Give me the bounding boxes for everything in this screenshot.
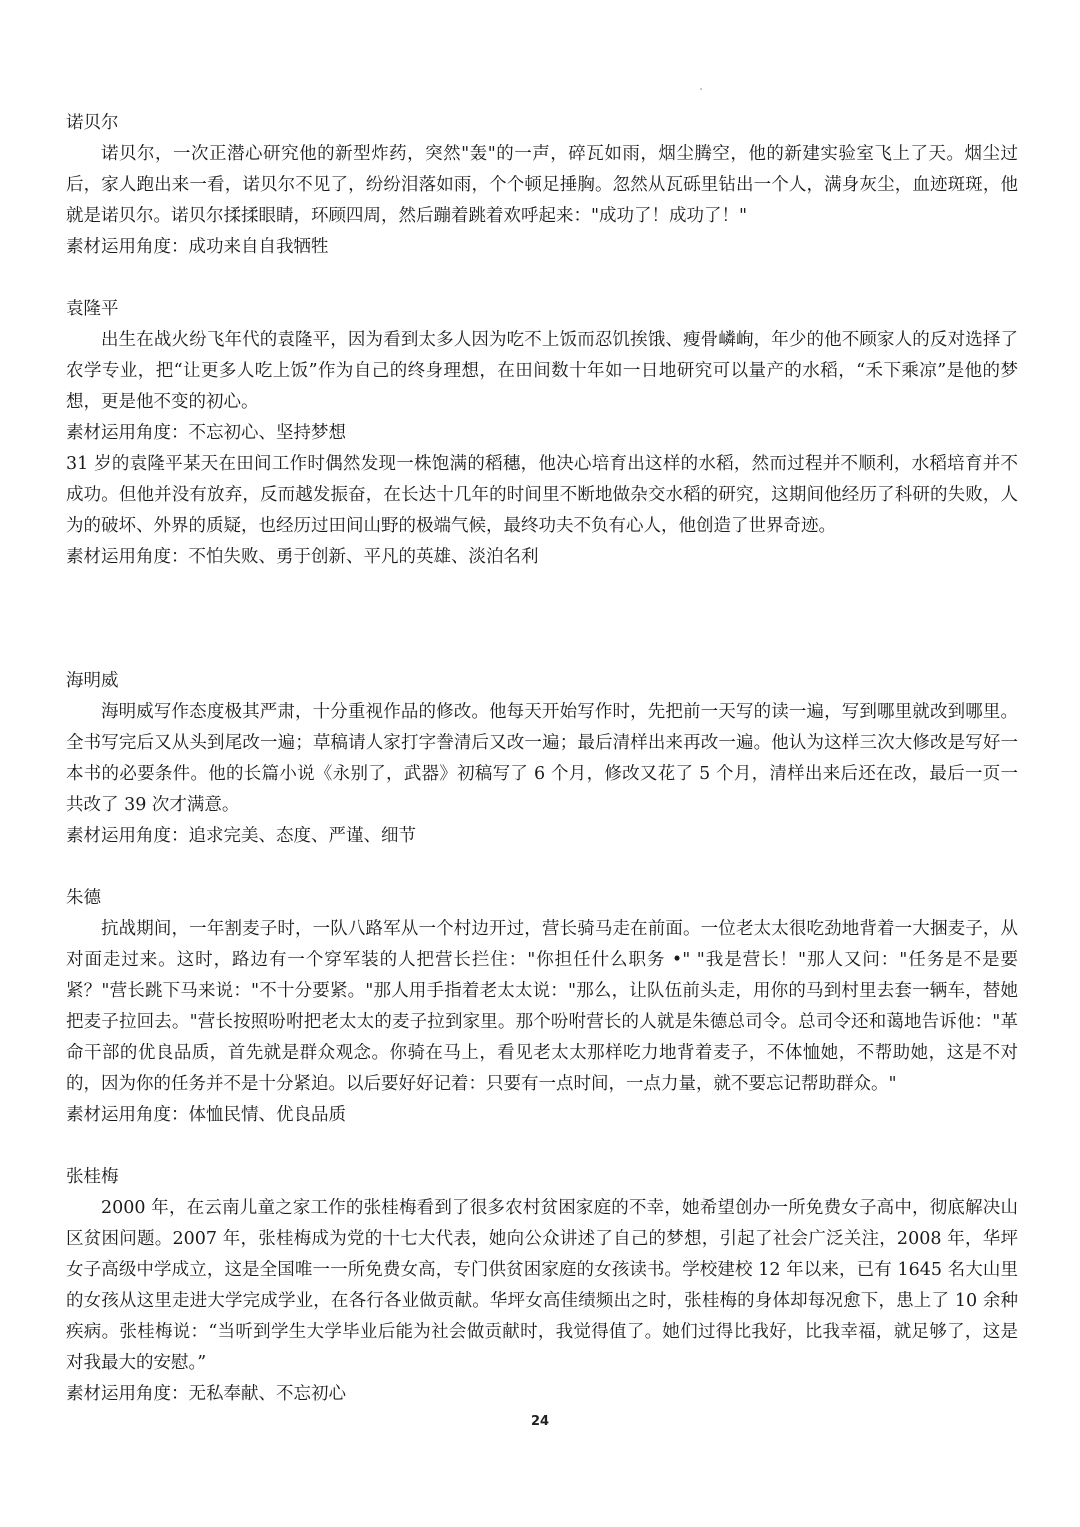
section-title: 朱德 — [66, 888, 101, 908]
material-angle: 素材运用角度：成功来自自我牺牲 — [66, 237, 329, 257]
scan-speck — [700, 88, 702, 90]
page-content — [66, 108, 1018, 1410]
section-paragraph: 31 岁的袁隆平某天在田间工作时偶然发现一株饱满的稻穗，他决心培育出这样的水稻，然而过程并不顺利，水稻培育并不成功。但他并没有放弃，反而越发振奋，在长达十几年的时间里不断地做杂交水稻的研究，这期间他经历了科研的失败，人为的破坏、外界的质疑，也经历过田间山野的极端气候，最终功夫不负有心人，他创造了世界奇迹。 — [66, 454, 1018, 536]
material-angle: 素材运用角度：追求完美、态度、严谨、细节 — [66, 826, 416, 846]
section-paragraph: 出生在战火纷飞年代的袁隆平，因为看到太多人因为吃不上饭而忍饥挨饿、瘦骨嶙峋，年少的他不顾家人的反对选择了农学专业，把“让更多人吃上饭”作为自己的终身理想，在田间数十年如一日地研究可以量产的水稻，“禾下乘凉”是他的梦想，更是他不变的初心。 — [66, 330, 1018, 412]
spacer — [66, 852, 1018, 883]
section-paragraph: 诺贝尔，一次正潜心研究他的新型炸药，突然"轰"的一声，碎瓦如雨，烟尘腾空，他的新建实验室飞上了天。烟尘过后，家人跑出来一看，诺贝尔不见了，纷纷泪落如雨，个个顿足捶胸。忽然从瓦砾里钻出一个人，满身灰尘，血迹斑斑，他就是诺贝尔。诺贝尔揉揉眼睛，环顾四周，然后蹦着跳着欢呼起来："成功了！成功了！" — [66, 144, 1018, 226]
section-title: 张桂梅 — [66, 1167, 119, 1187]
section-title: 诺贝尔 — [66, 113, 119, 133]
spacer — [66, 263, 1018, 294]
material-angle: 素材运用角度：不忘初心、坚持梦想 — [66, 423, 346, 443]
section-title: 海明威 — [66, 671, 119, 691]
section-hemingway — [66, 666, 1018, 852]
section-zhu-de — [66, 883, 1018, 1131]
section-paragraph: 海明威写作态度极其严肃，十分重视作品的修改。他每天开始写作时，先把前一天写的读一遍，写到哪里就改到哪里。全书写完后又从头到尾改一遍；草稿请人家打字誊清后又改一遍；最后清样出来再改一遍。他认为这样三次大修改是写好一本书的必要条件。他的长篇小说《永别了，武器》初稿写了 6 个月，修改又花了 5 个月，清样出来后还在改，最后一页一共改了 39 次才满意。 — [66, 702, 1018, 815]
section-yuan-longping — [66, 294, 1018, 573]
material-angle: 素材运用角度：体恤民情、优良品质 — [66, 1105, 346, 1125]
spacer — [66, 1131, 1018, 1162]
section-paragraph: 抗战期间，一年割麦子时，一队八路军从一个村边开过，营长骑马走在前面。一位老太太很吃劲地背着一大捆麦子，从对面走过来。这时，路边有一个穿军装的人把营长拦住："你担任什么职务 •" "我是营长！"那人又问："任务是不是要紧？"营长跳下马来说："不十分要紧。"那人用手指着老太太说："那么，让队伍前头走，用你的马到村里去套一辆车，替她把麦子拉回去。"营长按照吩咐把老太太的麦子拉到家里。那个吩咐营长的人就是朱德总司令。总司令还和蔼地告诉他："革命干部的优良品质，首先就是群众观念。你骑在马上，看见老太太那样吃力地背着麦子，不体恤她，不帮助她，这是不对的，因为你的任务并不是十分紧迫。以后要好好记着：只要有一点时间，一点力量，就不要忘记帮助群众。" — [66, 919, 1018, 1094]
section-zhang-guimei — [66, 1162, 1018, 1410]
spacer — [66, 573, 1018, 666]
page-number: 24 — [530, 1414, 550, 1429]
material-angle: 素材运用角度：无私奉献、不忘初心 — [66, 1384, 346, 1404]
section-paragraph: 2000 年，在云南儿童之家工作的张桂梅看到了很多农村贫困家庭的不幸，她希望创办一所免费女子高中，彻底解决山区贫困问题。2007 年，张桂梅成为党的十七大代表，她向公众讲述了自己的梦想，引起了社会广泛关注，2008 年，华坪女子高级中学成立，这是全国唯一一所免费女高，专门供贫困家庭的女孩读书。学校建校 12 年以来，已有 1645 名大山里的女孩从这里走进大学完成学业，在各行各业做贡献。华坪女高佳绩频出之时，张桂梅的身体却每况愈下，患上了 10 余种疾病。张桂梅说：“当听到学生大学毕业后能为社会做贡献时，我觉得值了。她们过得比我好，比我幸福，就足够了，这是对我最大的安慰。” — [66, 1198, 1018, 1373]
section-title: 袁隆平 — [66, 299, 119, 319]
material-angle: 素材运用角度：不怕失败、勇于创新、平凡的英雄、淡泊名利 — [66, 547, 539, 567]
section-nobel — [66, 108, 1018, 263]
